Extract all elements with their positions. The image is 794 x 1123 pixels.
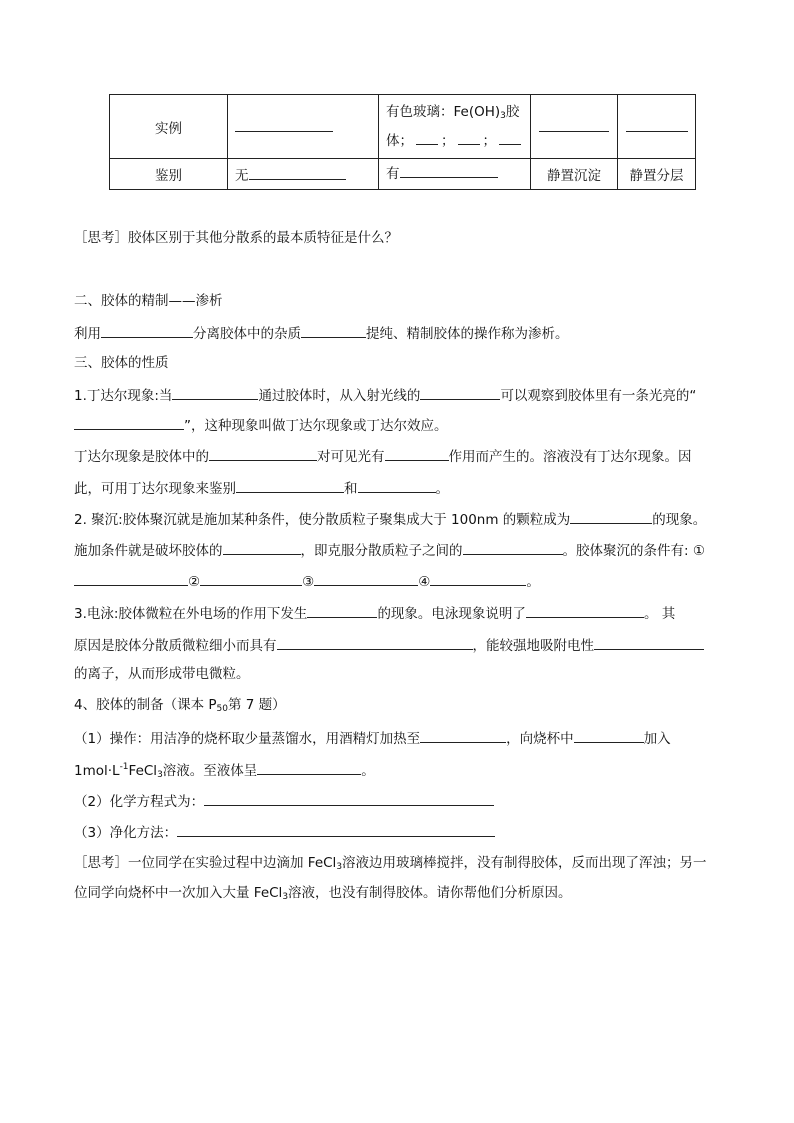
text-span: ，向烧杯中 [506,731,574,747]
text-span: ② [188,574,201,590]
answer-blank[interactable] [257,760,361,775]
text-span: ［思考］一位同学在实验过程中边滴加 FeCl [74,855,337,871]
tyndall-line-4 [74,478,449,498]
answer-blank[interactable] [307,603,377,618]
answer-blank[interactable] [74,415,184,430]
table-row-identify [110,159,696,190]
text-span: 的现象。电泳现象说明了 [377,606,526,622]
text-span: 分离胶体中的杂质 [193,326,301,342]
electrophoresis-line-3: 的离子，从而形成带电微粒。 [74,666,250,682]
colored-glass-label: 有色玻璃：Fe(OH) [386,103,501,120]
electrophoresis-line-1 [74,603,675,623]
chemical-equation-line [74,791,494,811]
answer-blank[interactable] [570,509,652,524]
answer-blank[interactable] [200,571,302,586]
subscript: 3 [282,892,289,902]
coagulation-line-2 [74,540,705,560]
answer-blank[interactable] [204,791,494,806]
text-span: 位同学向烧杯中一次加入大量 FeCl [74,885,283,901]
subscript: 3 [500,110,506,121]
answer-blank[interactable] [574,728,644,743]
text-span: 2. 聚沉:胶体聚沉就是施加某种条件，使分散质粒子聚集成大于 100nm 的颗粒成为 [74,512,571,528]
answer-blank[interactable] [358,478,436,493]
answer-blank[interactable] [526,603,644,618]
electrophoresis-line-2 [74,635,704,655]
answer-blank[interactable] [400,164,498,178]
answer-blank[interactable] [594,635,704,650]
text-span: ，即克服分散质粒子之间的 [300,543,463,559]
section-2-title: 二、胶体的精制——渗析 [74,293,223,309]
text-span: （3）净化方法： [74,825,178,841]
text-span: 丁达尔现象是胶体中的 [74,449,209,465]
text-span: 。 其 [643,606,676,622]
colored-glass-cell [379,95,531,159]
text-span: 利用 [74,326,101,342]
blank-cell [531,95,618,159]
think-question-2-line-1 [74,854,707,872]
text-span: 施加条件就是破坏胶体的 [74,543,223,559]
separator: ； [482,132,496,149]
text-span: 原因是胶体分散质微粒细小而具有 [74,638,277,654]
text-span: （1）操作：用洁净的烧杯取少量蒸馏水，用酒精灯加热至 [74,731,421,747]
think-question-1: ［思考］胶体区别于其他分散系的最本质特征是什么？ [74,230,398,246]
text-span: 溶液。至液体呈 [162,763,258,779]
coagulation-line-3 [74,571,540,591]
text-span: 。胶体聚沉的条件有: ① [562,543,705,559]
identify-cell: 静置分层 [618,159,696,190]
text-span: 可以观察到胶体里有一条光亮的“ [500,388,697,404]
identify-cell [228,159,379,190]
answer-blank[interactable] [277,635,473,650]
identify-cell [379,159,531,190]
blank-cell [618,95,696,159]
text-span: ④ [418,574,431,590]
dialysis-paragraph [74,323,569,343]
answer-blank[interactable] [499,131,521,145]
text-span: 通过胶体时，从入射光线的 [258,388,421,404]
answer-blank[interactable] [458,131,480,145]
subscript: 3 [157,770,163,780]
text-span: 的现象。 [652,512,707,528]
row-header-example: 实例 [110,95,228,159]
text-span: 溶液，也没有制得胶体。请你帮他们分析原因。 [288,885,572,901]
text-span: 加入 [643,731,671,747]
answer-blank[interactable] [301,323,366,338]
purification-line [74,822,495,842]
coagulation-line-1 [74,509,706,529]
superscript: -1 [119,762,129,772]
text-span: 。 [361,763,375,779]
answer-blank[interactable] [626,118,688,132]
comparison-table [109,94,696,190]
preparation-operation-line-2 [74,760,375,780]
answer-blank[interactable] [172,385,258,400]
answer-blank[interactable] [209,446,317,461]
preparation-operation-line-1 [74,728,671,748]
answer-blank[interactable] [177,822,495,837]
text-span: 和 [344,481,358,497]
text-span: 。 [435,481,449,497]
identify-cell: 静置沉淀 [531,159,618,190]
answer-blank[interactable] [385,446,449,461]
subscript: 50 [216,704,228,714]
text-span: 溶液边用玻璃棒搅拌，没有制得胶体，反而出现了浑浊；另一 [342,855,707,871]
text-span: 4、胶体的制备（课本 P [74,697,217,713]
think-question-2-line-2 [74,884,572,902]
colloid-label: 体； [386,132,413,149]
answer-blank[interactable] [539,118,609,132]
answer-blank[interactable] [223,540,301,555]
cell-text: 无 [235,168,249,184]
colloid-char: 胶 [505,103,520,120]
answer-blank[interactable] [236,478,344,493]
text-span: 对可见光有 [317,449,385,465]
text-span: ，能较强地吸附电性 [472,638,594,654]
subscript: 3 [336,862,343,872]
text-span: 。 [526,574,540,590]
separator: ； [441,132,455,149]
text-span: ”，这种现象叫做丁达尔现象或丁达尔效应。 [184,418,448,434]
answer-blank[interactable] [420,385,500,400]
text-span: 此，可用丁达尔现象来鉴别 [74,481,236,497]
answer-blank[interactable] [416,131,438,145]
answer-blank[interactable] [430,571,526,586]
answer-blank[interactable] [101,323,193,338]
tyndall-line-2 [74,415,448,435]
text-span: 作用而产生的。溶液没有丁达尔现象。因 [448,449,692,465]
answer-blank[interactable] [235,118,333,132]
answer-blank[interactable] [74,571,188,586]
text-span: 1.丁达尔现象:当 [74,388,173,404]
section-4-title [74,696,286,714]
row-header-identify: 鉴别 [110,159,228,190]
text-span: 1mol·L [74,763,120,779]
section-3-title: 三、胶体的性质 [74,355,169,371]
blank-cell [228,95,379,159]
answer-blank[interactable] [420,728,506,743]
text-span: 第 7 题） [227,697,286,713]
text-span: FeCl [128,763,158,779]
text-span: 提纯、精制胶体的操作称为渗析。 [366,326,569,342]
tyndall-line-3 [74,446,692,466]
answer-blank[interactable] [314,571,418,586]
answer-blank[interactable] [249,166,346,180]
text-span: 3.电泳:胶体微粒在外电场的作用下发生 [74,606,308,622]
cell-text: 有 [386,165,400,182]
answer-blank[interactable] [463,540,563,555]
tyndall-line-1 [74,385,696,405]
text-span: （2）化学方程式为： [74,794,205,810]
table-row-example [110,95,696,159]
text-span: ③ [302,574,315,590]
